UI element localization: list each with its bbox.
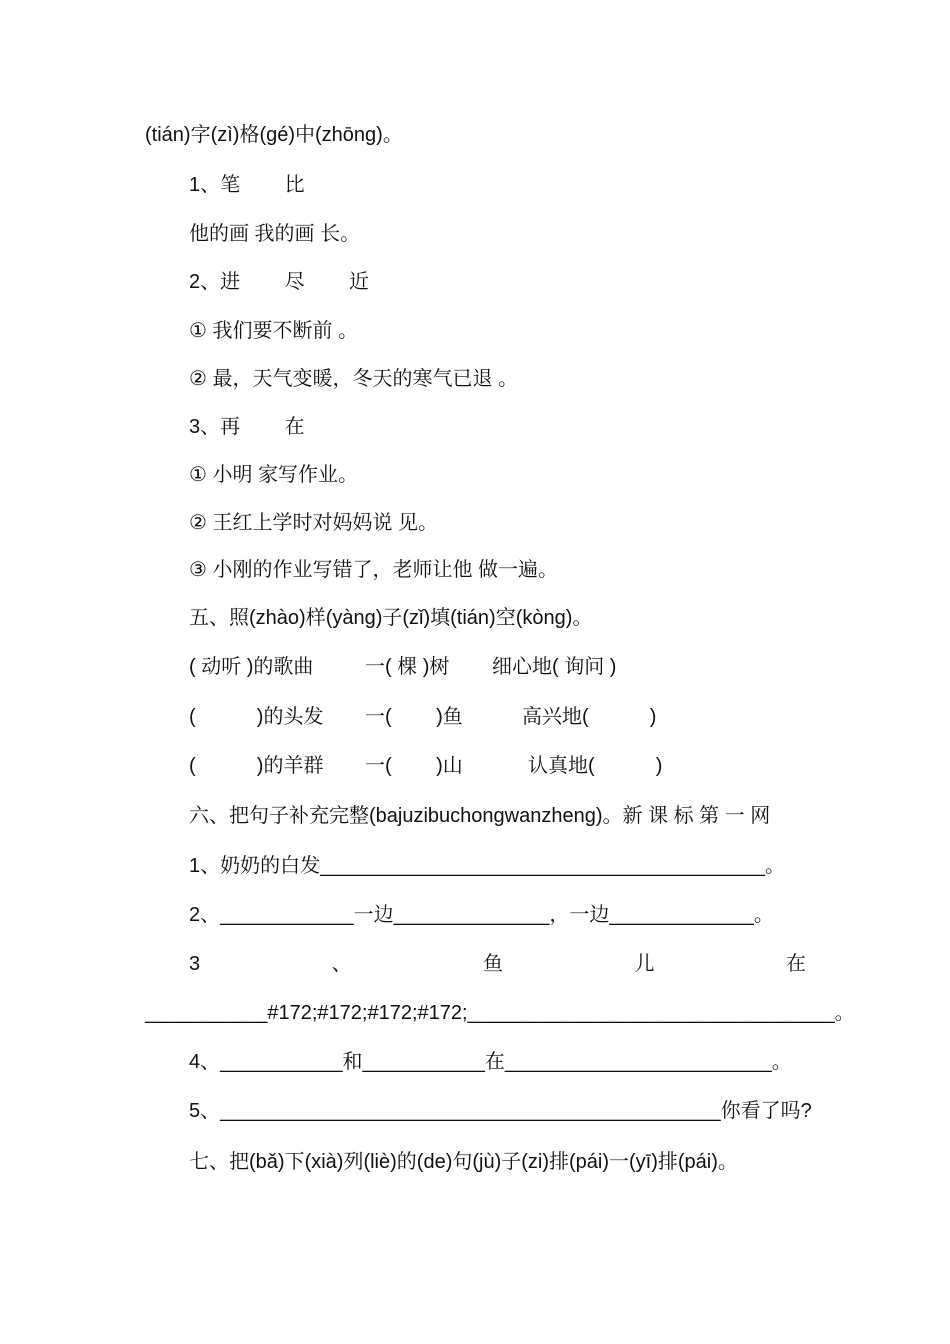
justified-word: 3 xyxy=(189,953,201,975)
grid-cell: 细心地( 询问 ) xyxy=(492,656,617,678)
grid-cell: ( 动听 )的歌曲 xyxy=(189,656,314,678)
justified-line xyxy=(189,950,806,978)
text-line: 5、_____________________________________________你看了吗? xyxy=(189,1100,812,1122)
text-line: 1、奶奶的白发________________________________________。 xyxy=(189,855,786,877)
grid-cell: 一( )鱼 xyxy=(365,706,463,728)
text-line: ① 小明 家写作业。 xyxy=(189,464,359,486)
justified-word: 在 xyxy=(786,953,806,975)
text-line: 3、再 在 xyxy=(189,416,305,438)
grid-cell: ( )的羊群 xyxy=(189,755,324,777)
grid-cell: ( )的头发 xyxy=(189,706,324,728)
text-line: (tián)字(zì)格(gé)中(zhōng)。 xyxy=(145,124,403,146)
justified-word: 、 xyxy=(331,953,352,975)
text-line: 他的画 我的画 长。 xyxy=(189,223,361,245)
grid-cell: 认真地( ) xyxy=(528,755,663,777)
section-heading: 七、把(bǎ)下(xià)列(liè)的(de)句(jù)子(zi)排(pái)一(yī)排(pái)。 xyxy=(189,1151,738,1173)
grid-cell: 一( 棵 )树 xyxy=(365,656,450,678)
grid-cell: 高兴地( ) xyxy=(522,706,657,728)
section-heading: 六、把句子补充完整(bajuzibuchongwanzheng)。新 课 标 第 一 网 xyxy=(189,805,771,827)
text-line: ___________#172;#172;#172;#172;_________________________________。 xyxy=(145,1002,855,1024)
text-line: 2、____________一边______________，一边_____________。 xyxy=(189,904,774,926)
justified-word: 鱼 xyxy=(483,953,504,975)
text-line: 4、___________和___________在________________________。 xyxy=(189,1051,792,1073)
text-line: 2、进 尽 近 xyxy=(189,271,370,293)
text-line: ③ 小刚的作业写错了，老师让他 做一遍。 xyxy=(189,559,559,581)
text-line: 1、笔 比 xyxy=(189,174,305,196)
justified-word: 儿 xyxy=(634,953,655,975)
text-line: ① 我们要不断前 。 xyxy=(189,320,359,342)
grid-cell: 一( )山 xyxy=(365,755,463,777)
text-line: ② 最，天气变暖，冬天的寒气已退 。 xyxy=(189,368,519,390)
section-heading: 五、照(zhào)样(yàng)子(zǐ)填(tián)空(kòng)。 xyxy=(189,607,593,629)
text-line: ② 王红上学时对妈妈说 见。 xyxy=(189,512,439,534)
